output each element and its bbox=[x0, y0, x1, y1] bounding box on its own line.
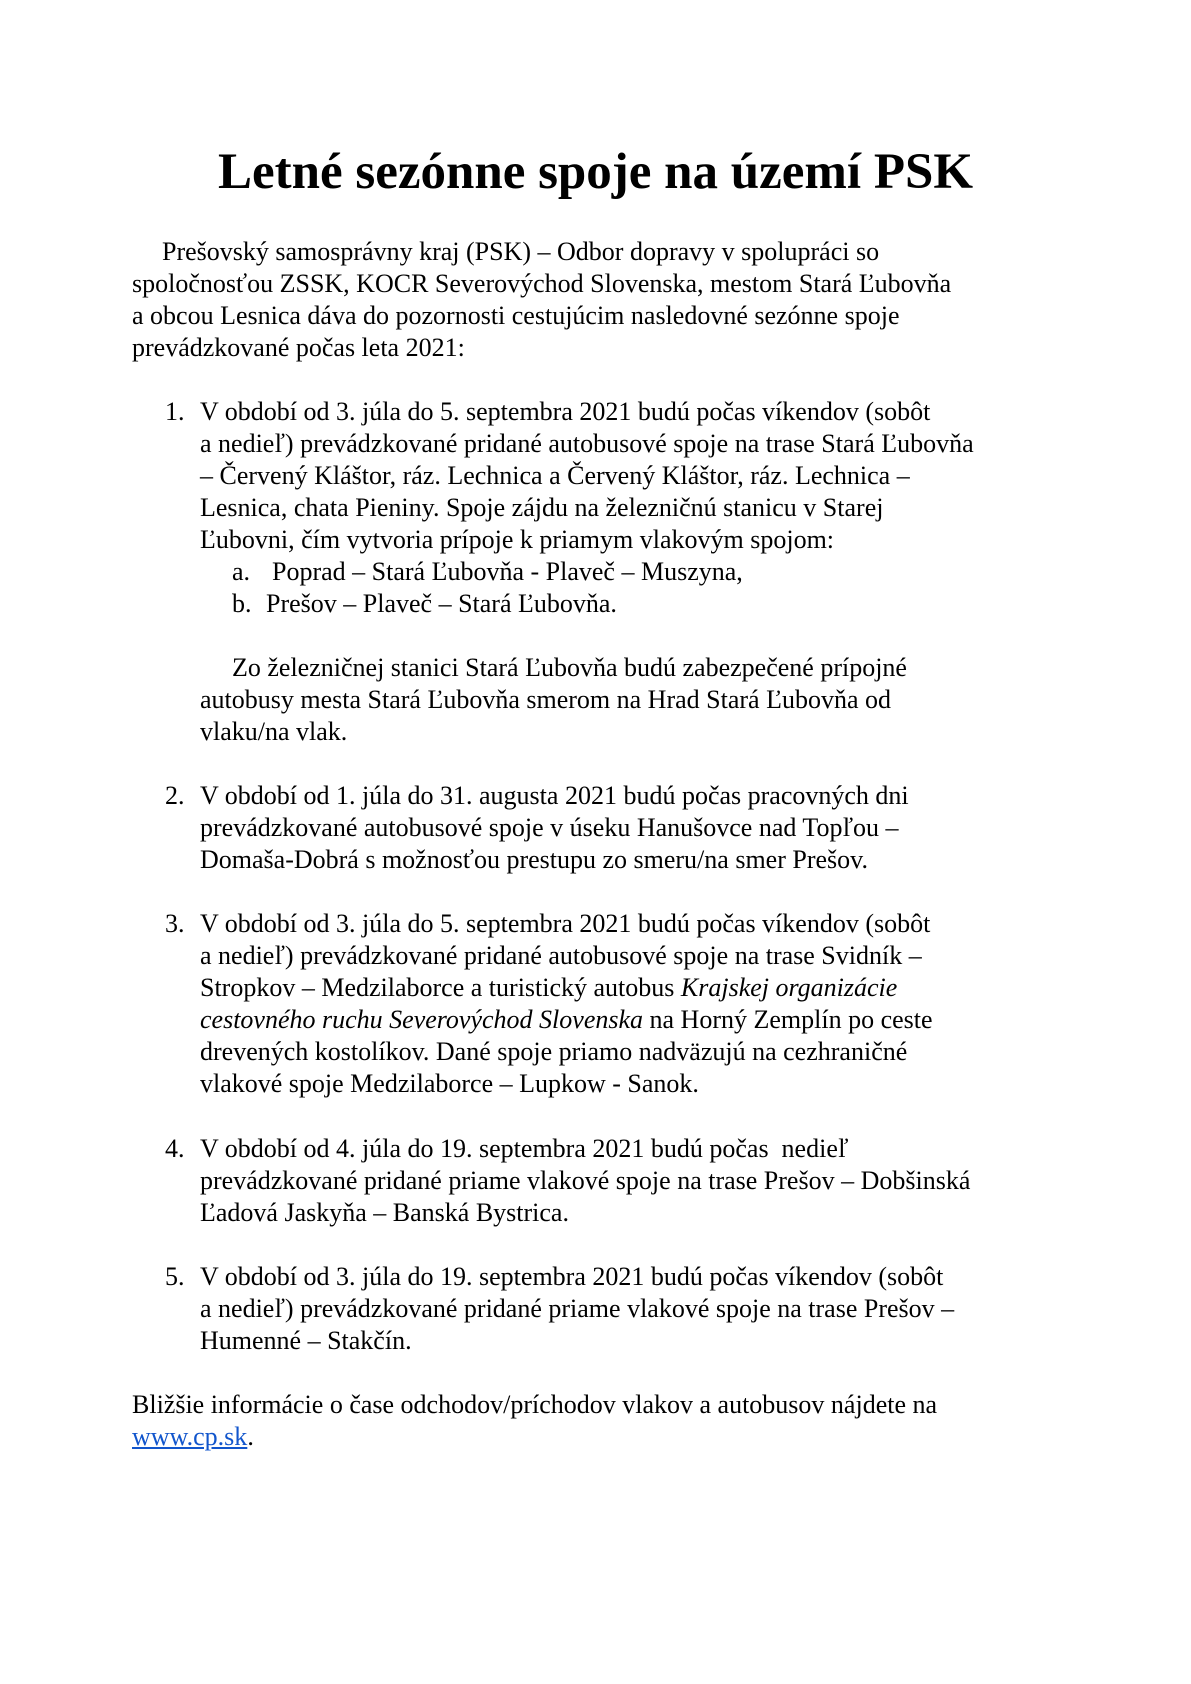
list-item-line: a nedieľ) prevádzkované pridané priame vlakové spoje na trase Prešov – bbox=[200, 1294, 955, 1323]
footer-link-line bbox=[132, 1421, 254, 1453]
list-item-line: Ľadová Jaskyňa – Banská Bystrica. bbox=[200, 1198, 569, 1227]
list-item-line: Lesnica, chata Pieniny. Spoje zájdu na železničnú stanicu v Starej bbox=[200, 493, 884, 522]
intro-line: spoločnosťou ZSSK, KOCR Severovýchod Slovenska, mestom Stará Ľubovňa bbox=[132, 269, 952, 298]
footer-info-line: Bližšie informácie o čase odchodov/príchodov vlakov a autobusov nájdete na bbox=[132, 1390, 938, 1419]
list-item-line: – Červený Kláštor, ráz. Lechnica a Červený Kláštor, ráz. Lechnica – bbox=[200, 461, 910, 490]
list-item-line: a nedieľ) prevádzkované pridané autobusové spoje na trase Stará Ľubovňa bbox=[200, 429, 974, 458]
organization-name-italic: cestovného ruchu Severovýchod Slovenska bbox=[200, 1005, 644, 1034]
list-item-text: Stropkov – Medzilaborce a turistický autobus bbox=[200, 973, 681, 1002]
list-item-line: drevených kostolíkov. Dané spoje priamo nadväzujú na cezhraničné bbox=[200, 1037, 908, 1066]
footer-period: . bbox=[247, 1422, 254, 1451]
list-item-line bbox=[200, 1004, 933, 1036]
list-item-line: Ľubovni, čím vytvoria prípoje k priamym vlakovým spojom: bbox=[200, 525, 835, 554]
list-item-line: Humenné – Stakčín. bbox=[200, 1326, 412, 1355]
list-item-number: 2. bbox=[165, 781, 185, 810]
note-line: Zo železničnej stanici Stará Ľubovňa budú zabezpečené prípojné bbox=[232, 653, 907, 682]
list-item-number: 1. bbox=[165, 397, 185, 426]
list-item-number: 3. bbox=[165, 909, 185, 938]
list-item-line: V období od 3. júla do 5. septembra 2021 budú počas víkendov (sobôt bbox=[200, 909, 931, 938]
list-item-line: Domaša-Dobrá s možnosťou prestupu zo smeru/na smer Prešov. bbox=[200, 845, 868, 874]
website-link[interactable]: www.cp.sk bbox=[132, 1422, 248, 1451]
list-item-number: 4. bbox=[165, 1134, 185, 1163]
intro-line: prevádzkované počas leta 2021: bbox=[132, 333, 465, 362]
note-line: vlaku/na vlak. bbox=[200, 717, 348, 746]
sublist-item-letter: b. bbox=[232, 589, 252, 618]
intro-line: a obcou Lesnica dáva do pozornosti cestujúcim nasledovné sezónne spoje bbox=[132, 301, 900, 330]
list-item-number: 5. bbox=[165, 1262, 185, 1291]
page-title: Letné sezónne spoje na území PSK bbox=[217, 144, 974, 200]
list-item-line: prevádzkované autobusové spoje v úseku Hanušovce nad Topľou – bbox=[200, 813, 899, 842]
sublist-item-text: Prešov – Plaveč – Stará Ľubovňa. bbox=[266, 589, 617, 618]
sublist-item-text: Poprad – Stará Ľubovňa - Plaveč – Muszyna, bbox=[272, 557, 743, 586]
list-item-line bbox=[200, 972, 897, 1004]
intro-line: Prešovský samosprávny kraj (PSK) – Odbor dopravy v spolupráci so bbox=[162, 237, 880, 266]
list-item-line: V období od 3. júla do 19. septembra 2021 budú počas víkendov (sobôt bbox=[200, 1262, 944, 1291]
organization-name-italic: Krajskej organizácie bbox=[680, 973, 898, 1002]
note-line: autobusy mesta Stará Ľubovňa smerom na Hrad Stará Ľubovňa od bbox=[200, 685, 891, 714]
list-item-text: na Horný Zemplín po ceste bbox=[643, 1005, 933, 1034]
list-item-line: V období od 4. júla do 19. septembra 2021 budú počas nedieľ bbox=[200, 1134, 849, 1163]
list-item-line: a nedieľ) prevádzkované pridané autobusové spoje na trase Svidník – bbox=[200, 941, 922, 970]
list-item-line: vlakové spoje Medzilaborce – Lupkow - Sanok. bbox=[200, 1069, 699, 1098]
list-item-line: prevádzkované pridané priame vlakové spoje na trase Prešov – Dobšinská bbox=[200, 1166, 971, 1195]
sublist-item-letter: a. bbox=[232, 557, 251, 586]
list-item-line: V období od 3. júla do 5. septembra 2021 budú počas víkendov (sobôt bbox=[200, 397, 931, 426]
list-item-line: V období od 1. júla do 31. augusta 2021 budú počas pracovných dni bbox=[200, 781, 909, 810]
